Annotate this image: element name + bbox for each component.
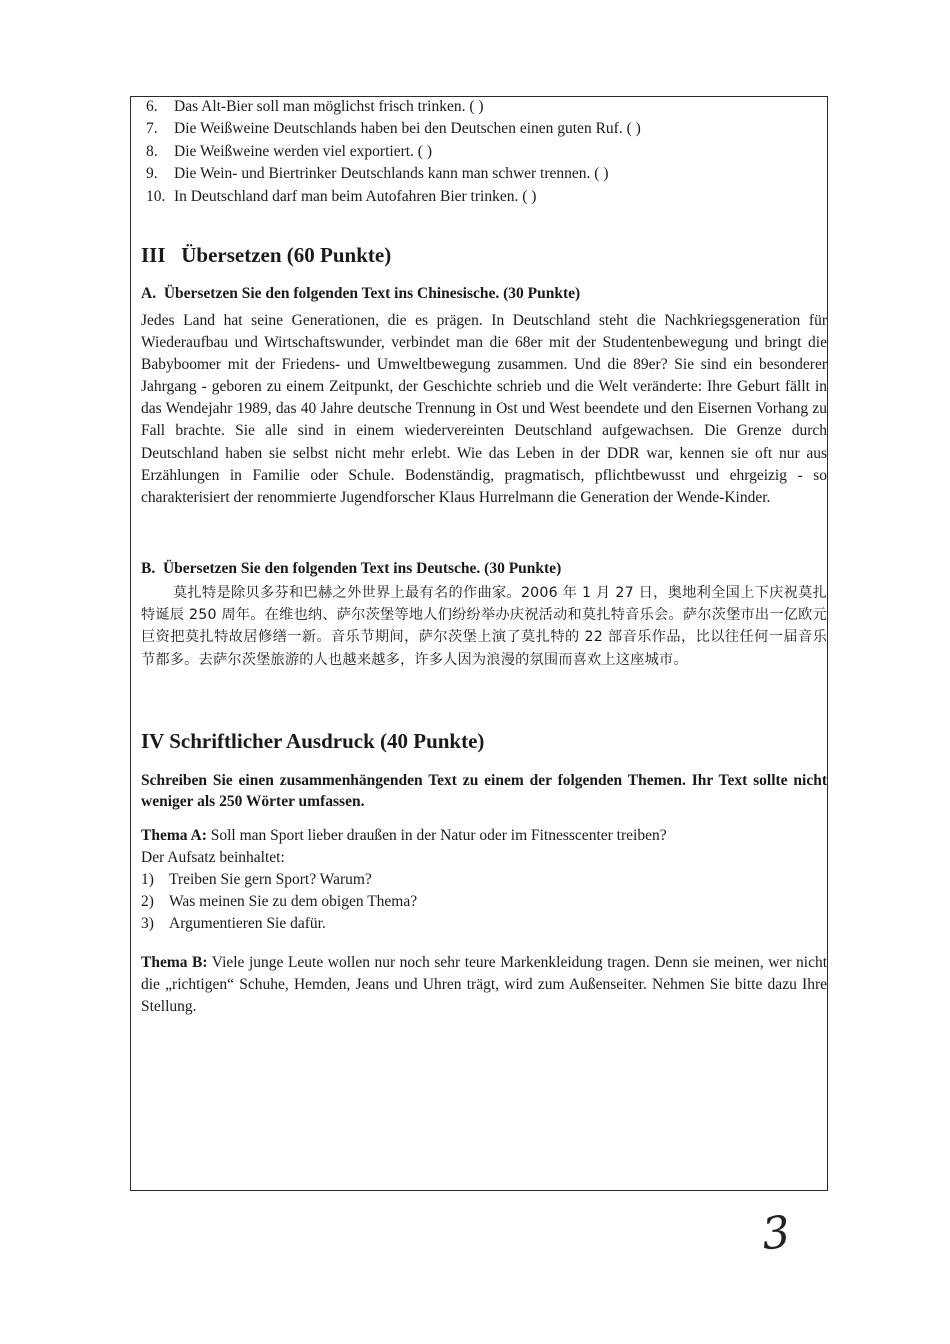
- thema-b: [141, 952, 827, 1018]
- section-3b-heading: B. Übersetzen Sie den folgenden Text ins Deutsche. (30 Punkte): [141, 560, 562, 577]
- statement-number: 10.: [146, 188, 166, 205]
- point-number: 2): [141, 893, 154, 910]
- section-4-instruction: Schreiben Sie einen zusammenhängenden Text zu einem der folgenden Themen. Ihr Text sollte nicht weniger als 250 Wörter umfassen.: [141, 772, 827, 810]
- statement-number: 6.: [146, 98, 158, 115]
- section-3b-text: 莫扎特是除贝多芬和巴赫之外世界上最有名的作曲家。2006 年 1 月 27 日，奥地利全国上下庆祝莫扎特诞辰 250 周年。在维也纳、萨尔茨堡等地人们纷纷举办庆祝活动和莫扎特音乐会。萨尔茨堡市出一亿欧元巨资把莫扎特故居修缮一新。音乐节期间，萨尔茨堡上演了莫扎特的 22 部音乐作品，比以往任何一届音乐节都多。去萨尔茨堡旅游的人也越来越多，许多人因为浪漫的氛围而喜欢上这座城市。: [141, 585, 827, 668]
- statement-number: 9.: [146, 165, 158, 182]
- section-3-title: III Übersetzen (60 Punkte): [141, 243, 392, 267]
- section-4-title: IV Schriftlicher Ausdruck (40 Punkte): [141, 729, 485, 753]
- thema-a-text: Soll man Sport lieber draußen in der Natur oder im Fitnesscenter treiben?: [206, 827, 667, 844]
- statement-text: In Deutschland darf man beim Autofahren Bier trinken. ( ): [174, 188, 537, 205]
- thema-a: [141, 825, 667, 847]
- page-number: 3: [759, 1206, 793, 1261]
- thema-b-text: Viele junge Leute wollen nur noch sehr teure Markenkleidung tragen. Denn sie meinen, wer nicht die „richtigen“ Schuhe, Hemden, Jeans und Uhren trägt, wird zum Außenseiter. Nehmen Sie bitte dazu Ihre Stellung.: [141, 954, 828, 1016]
- point-1: [141, 869, 372, 891]
- point-number: 3): [141, 915, 154, 932]
- point-text: Was meinen Sie zu dem obigen Thema?: [169, 893, 418, 910]
- point-text: Argumentieren Sie dafür.: [169, 915, 326, 932]
- point-3: [141, 913, 326, 935]
- statement-8: [146, 141, 432, 163]
- statement-text: Die Wein- und Biertrinker Deutschlands kann man schwer trennen. ( ): [174, 165, 609, 182]
- point-number: 1): [141, 871, 154, 888]
- point-text: Treiben Sie gern Sport? Warum?: [169, 871, 372, 888]
- statement-7: [146, 118, 641, 140]
- point-2: [141, 891, 417, 913]
- statement-number: 7.: [146, 120, 158, 137]
- thema-b-label: Thema B:: [141, 954, 208, 971]
- thema-a-label: Thema A:: [141, 827, 207, 844]
- statement-text: Die Weißweine Deutschlands haben bei den Deutschen einen guten Ruf. ( ): [174, 120, 641, 137]
- statement-9: [146, 163, 608, 185]
- statement-10: [146, 186, 536, 208]
- section-3a-text: Jedes Land hat seine Generationen, die es prägen. In Deutschland steht die Nachkriegsgeneration für Wiederaufbau und Wirtschaftswunder, verbindet man die 68er mit der Studentenbewegung und bringt die Babyboomer mit der Friedens- und Umweltbewegung zusammen. Und die 89er? Sie sind ein besonderer Jahrgang - geboren zu einem Zeitpunkt, der Geschichte schrieb und die Welt veränderte: Ihre Geburt fällt in das Wendejahr 1989, das 40 Jahre deutsche Trennung in Ost und West beendete und den Eisernen Vorhang zu Fall brachte. Sie alle sind in einem wiedervereinten Deutschland aufgewachsen. Die Grenze durch Deutschland haben sie selbst nicht mehr erlebt. Wie das Leben in der DDR war, kennen sie oft nur aus Erzählungen in Familie oder Schule. Bodenständig, pragmatisch, pflichtbewusst und ehrgeizig - so charakterisiert der renommierte Jugendforscher Klaus Hurrelmann die Generation der Wende-Kinder.: [141, 312, 827, 506]
- statement-text: Die Weißweine werden viel exportiert. ( ): [174, 143, 432, 160]
- statement-6: [146, 96, 484, 118]
- statement-text: Das Alt-Bier soll man möglichst frisch trinken. ( ): [174, 98, 484, 115]
- aufsatz-intro: Der Aufsatz beinhaltet:: [141, 849, 285, 866]
- statement-number: 8.: [146, 143, 158, 160]
- section-3a-heading: A. Übersetzen Sie den folgenden Text ins Chinesische. (30 Punkte): [141, 285, 581, 302]
